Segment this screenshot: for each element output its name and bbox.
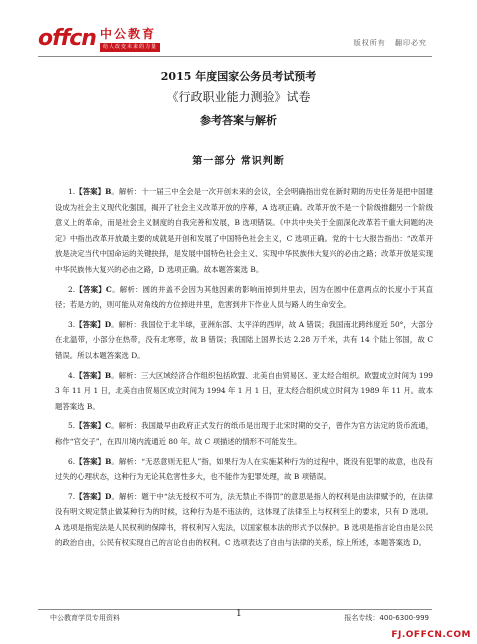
answer-tag: 【答案】 [75, 187, 106, 196]
answer-explanation: 。解析：三大区域经济合作组织包括欧盟、北美自由贸易区、亚太经合组织。欧盟成立时间为 1993 年 11 月 1 日，北美自由贸易区成立时间为 1994 年 1 月 1 日，亚太经合组织成立时间为 1989 年 11 月。故本题答案选 B。 [55, 370, 433, 411]
rights-reserved: 版权所有 [353, 39, 386, 47]
answer-list [55, 184, 433, 555]
item-number: 5. [68, 421, 76, 431]
footer-hotline: 报名专线：400-6300-999 [344, 614, 429, 622]
answer-item [55, 454, 433, 485]
answer-letter: D [105, 491, 112, 501]
answer-item [55, 368, 433, 415]
page-number: 1 [236, 609, 242, 619]
answer-tag: 【答案】 [75, 421, 106, 431]
item-number: 7. [68, 491, 76, 501]
page-header [0, 0, 477, 58]
item-number: 2. [68, 284, 76, 294]
answer-tag: 【答案】 [75, 284, 106, 294]
answer-letter: B [105, 187, 112, 196]
reprint-prohibited: 翻印必究 [395, 39, 427, 47]
answer-letter: D [104, 319, 112, 329]
footer-source: 中公教育学员专用资料 [50, 614, 120, 622]
item-number: 4. [68, 370, 76, 380]
answer-letter: B [105, 456, 112, 466]
answer-tag: 【答案】 [75, 370, 105, 380]
header-divider [38, 56, 432, 57]
answer-letter: C [105, 421, 112, 431]
answer-letter: B [104, 370, 112, 380]
section-title: 第一部分 常识判断 [192, 156, 285, 167]
answer-tag: 【答案】 [75, 319, 105, 329]
site-watermark: FJ.OFFCN.COM [391, 630, 471, 640]
item-number: 6. [68, 456, 76, 466]
logo-chinese-text: 中公教育 [99, 27, 156, 41]
answer-item [55, 317, 433, 364]
logo-tagline: 给人改变未来的力量 [100, 43, 160, 52]
answer-item [55, 184, 433, 278]
answer-explanation: 。解析：我国位于北半球，亚洲东部、太平洋的西岸，故 A 错误；我国南北跨纬度近 50°，大部分在北温带，小部分在热带，没有北寒带，故 B 错误；我国陆上国界长达 2.28 万千米，共有 14 个陆上邻国，故 C 错误。所以本题答案选 D。 [55, 319, 433, 360]
answer-explanation: 。解析：圆的井盖不会因为其他因素的影响而掉到井里去，因为在圆中任意两点的长度小于其直径；若是方的，则可能从对角线的方位掉进井里，危害到井下作业人员与路人的生命安全。 [55, 284, 433, 310]
logo-latin-text: offcn [38, 26, 96, 51]
answer-explanation: 。解析：十一届三中全会是一次开创未来的会议，全会明确指出党在新时期的历史任务是把中国建设成为社会主义现代化强国，揭开了社会主义改革开放的序幕，A 选项正确。改革开放不是一个阶级推翻另一个阶级意义上的革命，而是社会主义制度的自我完善和发展，B 选项错误。《中共中央关于全面深化改革若干重大问题的决定》中指出改革开放最主要的成就是开创和发展了中国特色社会主义，C 选项正确。党的十七大报告指出：“改革开放是决定当代中国命运的关键抉择，是发展中国特色社会主义、实现中华民族伟大复兴的必由之路；改革开放是实现中华民族伟大复兴的必由之路，D 选项正确。故本题答案选 B。 [55, 187, 433, 274]
answer-explanation: 。解析：“无恶意则无犯人”指，如果行为人在实施某种行为的过程中，既没有犯罪的故意，也没有过失的心理状态，这种行为无论其危害性多大，也不能作为犯罪处理，故 B 项错误。 [55, 456, 433, 482]
document-titles [0, 68, 477, 130]
answer-explanation: 。解析：我国最早由政府正式发行的纸币是出现于北宋时期的交子，曾作为官方法定的货币流通，称作“官交子”，在四川境内流通近 80 年。故 C 项描述的情形不可能发生。 [55, 421, 433, 446]
answer-tag: 【答案】 [75, 491, 106, 501]
page-footer [0, 600, 477, 644]
answer-item [55, 282, 433, 313]
exam-title: 2015 年度国家公务员考试预考 [160, 70, 317, 83]
answers-title: 参考答案与解析 [200, 114, 277, 127]
answer-item [55, 489, 433, 551]
offcn-logo [38, 28, 160, 52]
item-number: 1. [68, 187, 76, 196]
answer-letter: C [105, 284, 112, 294]
answer-item [55, 418, 433, 449]
answer-explanation: 。解析：题干中“法无授权不可为，法无禁止不得罚”的意思是指人的权利是由法律赋予的，在法律没有明文规定禁止做某种行为的时候，这种行为是不违法的，这体现了法律至上与权利至上的要求，只有 D 选项。A 选项是指宪法是人民权利的保障书，将权利写入宪法，以国家根本法的形式予以保护。B 选项是指言论自由是公民的政治自由，公民有权实现自己的言论自由的权利。C 选项表达了自由与法律的关系，综上所述，本题答案选 D。 [55, 491, 433, 548]
paper-title: 《行政职业能力测验》试卷 [166, 90, 311, 104]
answer-tag: 【答案】 [75, 456, 106, 466]
footer-divider [38, 609, 432, 610]
copyright-notice [354, 38, 427, 48]
item-number: 3. [68, 319, 76, 329]
